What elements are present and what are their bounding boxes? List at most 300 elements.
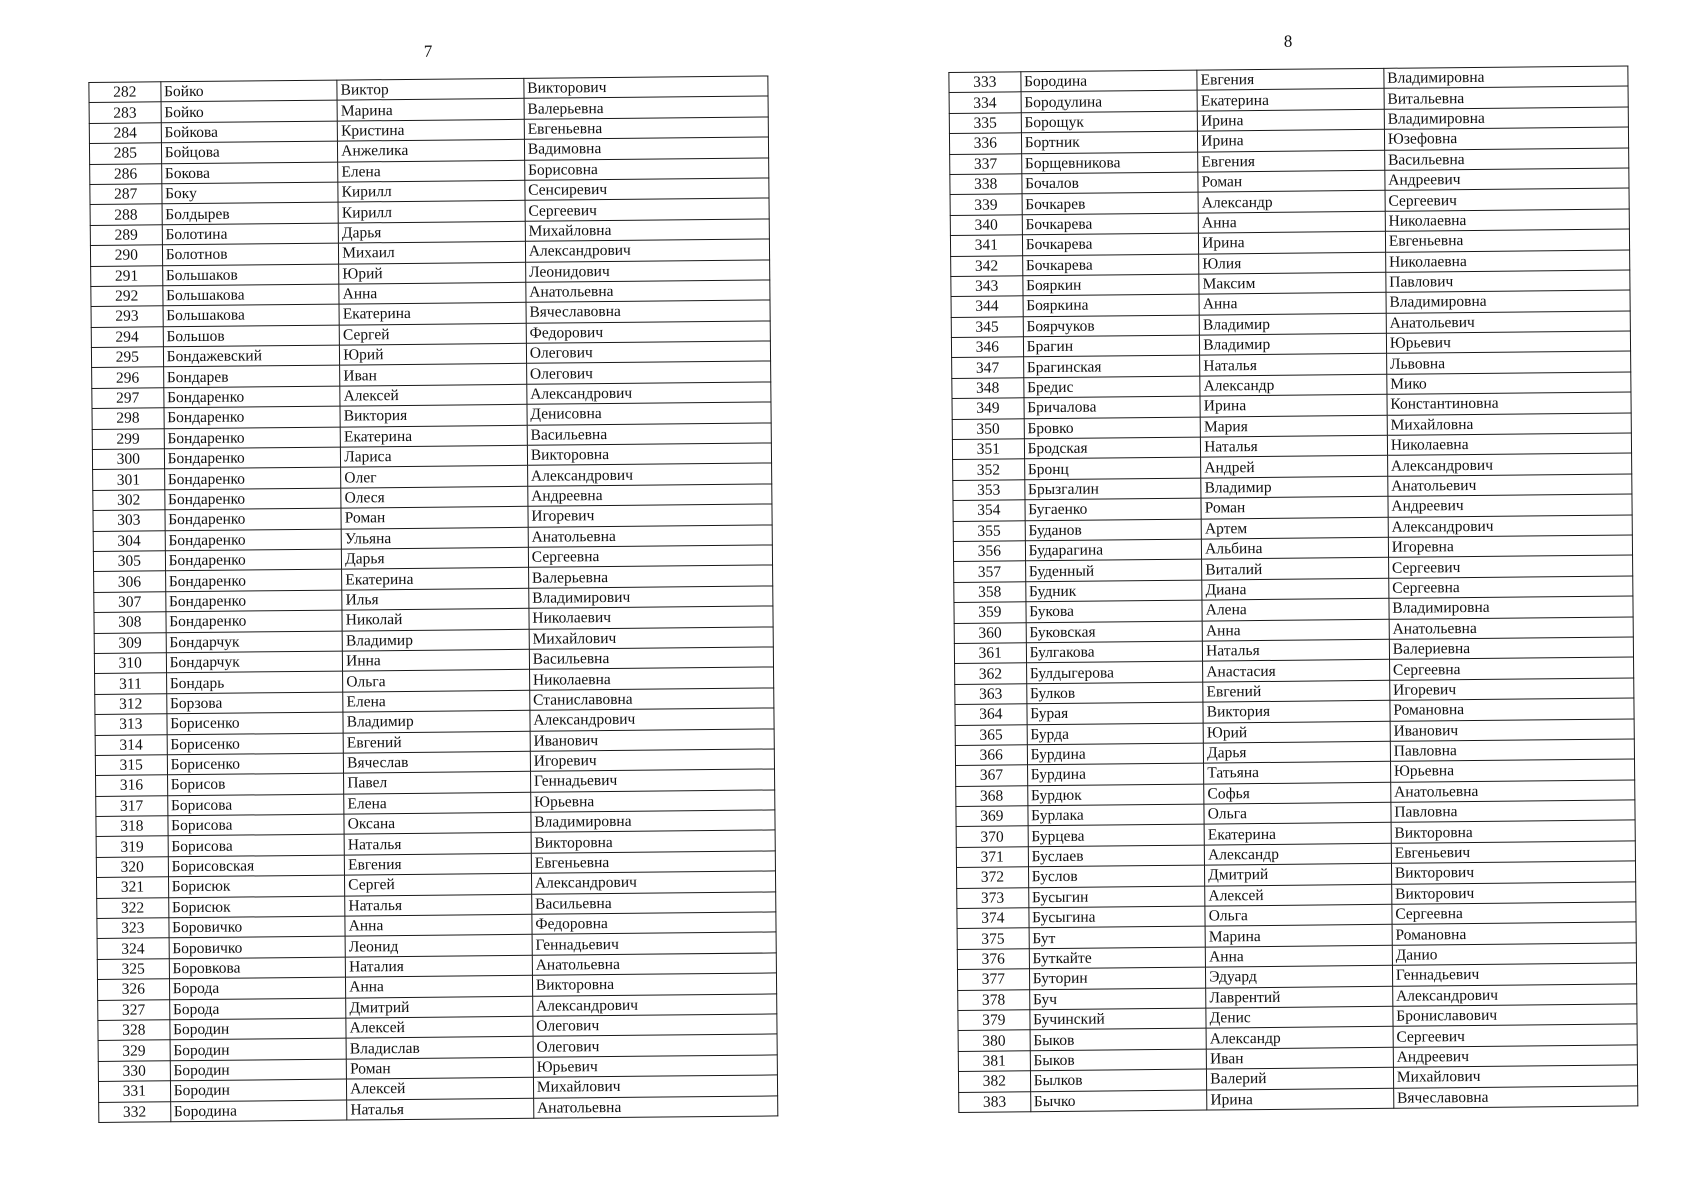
patronymic-cell: Сергеевна — [528, 545, 772, 568]
patronymic-cell: Игоревич — [530, 749, 774, 772]
first-name-cell: Виктор — [337, 78, 524, 100]
row-number: 339 — [950, 194, 1022, 215]
row-number: 310 — [94, 653, 166, 674]
patronymic-cell: Александрович — [1387, 453, 1631, 476]
patronymic-cell: Иванович — [1390, 718, 1634, 741]
row-number: 307 — [94, 592, 166, 613]
row-number: 323 — [97, 918, 169, 939]
first-name-cell: Иван — [340, 364, 527, 386]
patronymic-cell: Константиновна — [1387, 392, 1631, 415]
table-body — [89, 76, 778, 1122]
first-name-cell: Екатерина — [340, 425, 527, 447]
surname-cell: Бондаренко — [165, 508, 342, 530]
surname-cell: Бударагина — [1025, 539, 1202, 561]
surname-cell: Бородин — [170, 1038, 347, 1060]
surname-cell: Бондаренко — [164, 427, 341, 449]
surname-cell: Болотнов — [162, 243, 339, 265]
patronymic-cell: Юрьевич — [533, 1055, 777, 1078]
surname-cell: Бородин — [170, 1059, 347, 1081]
first-name-cell: Инна — [343, 649, 530, 671]
first-name-cell: Александр — [1198, 191, 1385, 213]
row-number: 346 — [951, 337, 1023, 358]
first-name-cell: Виктория — [1203, 700, 1390, 722]
row-number: 344 — [951, 296, 1023, 317]
first-name-cell: Ирина — [1207, 1088, 1394, 1110]
surname-cell: Бондаренко — [165, 569, 342, 591]
row-number: 377 — [957, 969, 1029, 990]
patronymic-cell: Романовна — [1390, 698, 1634, 721]
first-name-cell: Юрий — [339, 262, 526, 284]
first-name-cell: Владислав — [346, 1037, 533, 1059]
patronymic-cell: Олегович — [526, 341, 770, 364]
patronymic-cell: Павловна — [1391, 800, 1635, 823]
row-number: 371 — [956, 847, 1028, 868]
surname-cell: Бойко — [160, 80, 337, 102]
first-name-cell: Вячеслав — [343, 751, 530, 773]
row-number: 349 — [952, 398, 1024, 419]
row-number: 370 — [956, 826, 1028, 847]
row-number: 360 — [954, 622, 1026, 643]
surname-cell: Боровичко — [169, 916, 346, 938]
first-name-cell: Ульяна — [341, 527, 528, 549]
patronymic-cell: Васильевна — [529, 647, 773, 670]
row-number: 320 — [96, 857, 168, 878]
patronymic-cell: Евгеньевна — [531, 851, 775, 874]
row-number: 286 — [90, 163, 162, 184]
surname-cell: Борисова — [168, 814, 345, 836]
patronymic-cell: Николаевна — [529, 667, 773, 690]
patronymic-cell: Михайлович — [533, 1075, 777, 1098]
row-number: 324 — [97, 938, 169, 959]
surname-cell: Болдырев — [162, 202, 339, 224]
first-name-cell: Татьяна — [1204, 762, 1391, 784]
patronymic-cell: Вячеславовна — [1393, 1085, 1637, 1108]
patronymic-cell: Александрович — [531, 871, 775, 894]
surname-cell: Бойкова — [161, 121, 338, 143]
surname-cell: Бондаренко — [163, 386, 340, 408]
patronymic-cell: Валерьевна — [528, 565, 772, 588]
row-number: 292 — [91, 286, 163, 307]
row-number: 312 — [95, 693, 167, 714]
row-number: 333 — [949, 72, 1021, 93]
first-name-cell: Ирина — [1199, 231, 1386, 253]
first-name-cell: Павел — [344, 772, 531, 794]
patronymic-cell: Игоревич — [1390, 678, 1634, 701]
first-name-cell: Дарья — [1203, 741, 1390, 763]
first-name-cell: Валерий — [1207, 1067, 1394, 1089]
patronymic-cell: Николаевна — [1387, 433, 1631, 456]
patronymic-cell: Сергеевич — [525, 198, 769, 221]
surname-cell: Борисов — [167, 773, 344, 795]
row-number: 297 — [92, 388, 164, 409]
surname-cell: Бричалова — [1024, 396, 1201, 418]
patronymic-cell: Анатольевна — [526, 280, 770, 303]
surname-cell: Бурдюк — [1027, 784, 1204, 806]
row-number: 331 — [98, 1081, 170, 1102]
patronymic-cell: Олегович — [533, 1014, 777, 1037]
row-number: 354 — [953, 500, 1025, 521]
first-name-cell: Наталья — [1203, 639, 1390, 661]
row-number: 355 — [953, 520, 1025, 541]
surname-cell: Буслаев — [1028, 845, 1205, 867]
first-name-cell: Дмитрий — [1205, 864, 1392, 886]
patronymic-cell: Романовна — [1392, 922, 1636, 945]
row-number: 334 — [949, 92, 1021, 113]
row-number: 299 — [92, 428, 164, 449]
patronymic-cell: Федорович — [526, 321, 770, 344]
row-number: 342 — [951, 255, 1023, 276]
surname-cell: Бондаренко — [165, 549, 342, 571]
surname-cell: Бородина — [170, 1100, 347, 1122]
row-number: 285 — [89, 143, 161, 164]
surname-cell: Бурдина — [1027, 743, 1204, 765]
row-number: 287 — [90, 184, 162, 205]
patronymic-cell: Сергеевич — [1385, 188, 1629, 211]
row-number: 293 — [91, 306, 163, 327]
first-name-cell: Оксана — [344, 812, 531, 834]
patronymic-cell: Николаевна — [1385, 209, 1629, 232]
row-number: 356 — [953, 541, 1025, 562]
row-number: 363 — [955, 683, 1027, 704]
row-number: 368 — [956, 785, 1028, 806]
surname-cell: Бондаренко — [164, 406, 341, 428]
row-number: 305 — [93, 551, 165, 572]
patronymic-cell: Сергеевна — [1392, 902, 1636, 925]
patronymic-cell: Сергеевич — [1388, 555, 1632, 578]
row-number: 300 — [92, 449, 164, 470]
first-name-cell: Александр — [1200, 374, 1387, 396]
row-number: 350 — [952, 418, 1024, 439]
patronymic-cell: Вячеславовна — [526, 300, 770, 323]
row-number: 283 — [89, 102, 161, 123]
patronymic-cell: Брониславович — [1393, 1004, 1637, 1027]
surname-cell: Бородин — [169, 1018, 346, 1040]
row-number: 358 — [954, 582, 1026, 603]
first-name-cell: Анастасия — [1203, 660, 1390, 682]
patronymic-cell: Владимировна — [1384, 66, 1628, 89]
patronymic-cell: Андреевна — [528, 484, 772, 507]
row-number: 290 — [90, 245, 162, 266]
row-number: 329 — [98, 1040, 170, 1061]
row-number: 282 — [89, 82, 161, 103]
patronymic-cell: Васильевна — [531, 892, 775, 915]
row-number: 311 — [95, 673, 167, 694]
row-number: 361 — [954, 643, 1026, 664]
first-name-cell: Юрий — [1203, 721, 1390, 743]
surname-cell: Бронц — [1024, 458, 1201, 480]
first-name-cell: Анна — [345, 914, 532, 936]
page-right — [948, 27, 1638, 1112]
surname-cell: Борисюк — [168, 875, 345, 897]
row-number: 317 — [96, 795, 168, 816]
first-name-cell: Анжелика — [338, 139, 525, 161]
row-number: 335 — [949, 113, 1021, 134]
surname-cell: Бучинский — [1029, 1008, 1206, 1030]
patronymic-cell: Викторович — [1391, 861, 1635, 884]
row-number: 372 — [957, 867, 1029, 888]
patronymic-cell: Анатольевна — [1389, 616, 1633, 639]
first-name-cell: Алексей — [347, 1077, 534, 1099]
first-name-cell: Артем — [1201, 517, 1388, 539]
first-name-cell: Александр — [1204, 843, 1391, 865]
surname-cell: Бондарев — [163, 366, 340, 388]
row-number: 315 — [95, 755, 167, 776]
surname-cell: Бочкарева — [1022, 233, 1199, 255]
row-number: 373 — [957, 887, 1029, 908]
patronymic-cell: Денисовна — [527, 402, 771, 425]
patronymic-cell: Владимировна — [1389, 596, 1633, 619]
row-number: 380 — [958, 1030, 1030, 1051]
first-name-cell: Дарья — [342, 547, 529, 569]
surname-cell: Буданов — [1025, 519, 1202, 541]
row-number: 341 — [950, 235, 1022, 256]
surname-cell: Бондаренко — [164, 488, 341, 510]
first-name-cell: Владимир — [1200, 333, 1387, 355]
first-name-cell: Наталья — [344, 833, 531, 855]
row-number: 374 — [957, 908, 1029, 929]
first-name-cell: Наталья — [345, 894, 532, 916]
first-name-cell: Алена — [1202, 598, 1389, 620]
row-number: 327 — [98, 999, 170, 1020]
patronymic-cell: Анатольевна — [533, 1095, 777, 1118]
surname-cell: Брагинская — [1023, 356, 1200, 378]
row-number: 375 — [957, 928, 1029, 949]
patronymic-cell: Евгеньевна — [524, 117, 768, 140]
first-name-cell: Диана — [1202, 578, 1389, 600]
row-number: 319 — [96, 836, 168, 857]
row-number: 369 — [956, 806, 1028, 827]
patronymic-cell: Васильевна — [527, 423, 771, 446]
row-number: 340 — [950, 215, 1022, 236]
patronymic-cell: Анатольевна — [532, 953, 776, 976]
row-number: 322 — [97, 897, 169, 918]
surname-cell: Буторин — [1029, 967, 1206, 989]
row-number: 284 — [89, 123, 161, 144]
surname-cell: Бычко — [1030, 1090, 1207, 1112]
surname-cell: Бондарь — [166, 671, 343, 693]
surname-cell: Бойцова — [161, 141, 338, 163]
row-number: 295 — [91, 347, 163, 368]
patronymic-cell: Викторовна — [532, 973, 776, 996]
surname-cell: Булгакова — [1026, 641, 1203, 663]
first-name-cell: Юлия — [1199, 252, 1386, 274]
row-number: 365 — [955, 724, 1027, 745]
row-number: 338 — [950, 174, 1022, 195]
first-name-cell: Анна — [1205, 945, 1392, 967]
patronymic-cell: Юрьевна — [531, 790, 775, 813]
patronymic-cell: Станиславовна — [530, 688, 774, 711]
row-number: 306 — [94, 571, 166, 592]
patronymic-cell: Николаевна — [1385, 249, 1629, 272]
patronymic-cell: Николаевич — [529, 606, 773, 629]
patronymic-cell: Васильевна — [1384, 148, 1628, 171]
patronymic-cell: Борисовна — [524, 158, 768, 181]
row-number: 308 — [94, 612, 166, 633]
row-number: 351 — [952, 439, 1024, 460]
row-number: 296 — [92, 367, 164, 388]
surname-cell: Былков — [1030, 1069, 1207, 1091]
first-name-cell: Ирина — [1200, 395, 1387, 417]
surname-cell: Бочкарева — [1022, 254, 1199, 276]
surname-cell: Большов — [163, 325, 340, 347]
surname-cell: Бондаренко — [164, 468, 341, 490]
first-name-cell: Наталья — [1201, 435, 1388, 457]
first-name-cell: Владимир — [1199, 313, 1386, 335]
first-name-cell: Евгений — [1203, 680, 1390, 702]
row-number: 364 — [955, 704, 1027, 725]
first-name-cell: Владимир — [1201, 476, 1388, 498]
row-number: 316 — [96, 775, 168, 796]
row-number: 325 — [97, 959, 169, 980]
row-number: 343 — [951, 276, 1023, 297]
first-name-cell: Лаврентий — [1206, 986, 1393, 1008]
patronymic-cell: Анатольевна — [1391, 780, 1635, 803]
patronymic-cell: Иванович — [530, 728, 774, 751]
patronymic-cell: Владимировна — [1384, 107, 1628, 130]
row-number: 362 — [955, 663, 1027, 684]
row-number: 347 — [952, 357, 1024, 378]
surname-cell: Боровичко — [169, 936, 346, 958]
surname-cell: Борода — [169, 998, 346, 1020]
first-name-cell: Евгения — [1197, 68, 1384, 90]
surname-cell: Бурая — [1027, 702, 1204, 724]
patronymic-cell: Андреевич — [1393, 1045, 1637, 1068]
first-name-cell: Андрей — [1201, 456, 1388, 478]
surname-cell: Буткайте — [1029, 947, 1206, 969]
first-name-cell: Максим — [1199, 272, 1386, 294]
patronymic-cell: Евгеньевна — [1385, 229, 1629, 252]
first-name-cell: Александр — [1206, 1027, 1393, 1049]
first-name-cell: Евгения — [1198, 150, 1385, 172]
first-name-cell: Альбина — [1202, 537, 1389, 559]
surname-cell: Борисова — [167, 794, 344, 816]
surname-cell: Бусыгина — [1029, 906, 1206, 928]
patronymic-cell: Сергеевна — [1389, 576, 1633, 599]
patronymic-cell: Викторович — [524, 76, 768, 99]
first-name-cell: Ольга — [1205, 904, 1392, 926]
first-name-cell: Мария — [1200, 415, 1387, 437]
first-name-cell: Екатерина — [342, 568, 529, 590]
row-number: 336 — [949, 133, 1021, 154]
first-name-cell: Ирина — [1198, 129, 1385, 151]
first-name-cell: Анна — [1202, 619, 1389, 641]
patronymic-cell: Сергеевна — [1389, 657, 1633, 680]
row-number: 288 — [90, 204, 162, 225]
patronymic-cell: Александрович — [530, 708, 774, 731]
surname-cell: Бугаенко — [1025, 498, 1202, 520]
patronymic-cell: Александрович — [525, 239, 769, 262]
surname-cell: Брызгалин — [1024, 478, 1201, 500]
first-name-cell: Кирилл — [338, 201, 525, 223]
row-number: 367 — [956, 765, 1028, 786]
row-number: 383 — [959, 1091, 1031, 1112]
page-number: 7 — [423, 41, 433, 61]
row-number: 359 — [954, 602, 1026, 623]
row-number: 332 — [99, 1101, 171, 1122]
surname-cell: Буденный — [1025, 559, 1202, 581]
surname-cell: Бочкарева — [1022, 213, 1199, 235]
patronymic-cell: Александрович — [527, 382, 771, 405]
row-number: 313 — [95, 714, 167, 735]
surname-cell: Борощук — [1021, 111, 1198, 133]
surname-cell: Борисенко — [167, 733, 344, 755]
patronymic-cell: Олегович — [526, 361, 770, 384]
first-name-cell: Юрий — [340, 343, 527, 365]
first-name-cell: Роман — [346, 1057, 533, 1079]
surname-cell: Бочалов — [1021, 172, 1198, 194]
row-number: 366 — [955, 745, 1027, 766]
name-table — [88, 75, 778, 1122]
first-name-cell: Анна — [346, 975, 533, 997]
first-name-cell: Евгения — [344, 853, 531, 875]
first-name-cell: Наталья — [1200, 354, 1387, 376]
first-name-cell: Ольга — [343, 670, 530, 692]
row-number: 289 — [90, 225, 162, 246]
patronymic-cell: Владимирович — [529, 586, 773, 609]
patronymic-cell: Юзефовна — [1384, 127, 1628, 150]
first-name-cell: Марина — [1205, 925, 1392, 947]
first-name-cell: Ольга — [1204, 802, 1391, 824]
surname-cell: Бондарчук — [166, 631, 343, 653]
row-number: 330 — [98, 1061, 170, 1082]
surname-cell: Бродская — [1024, 437, 1201, 459]
patronymic-cell: Олегович — [533, 1034, 777, 1057]
surname-cell: Бондаренко — [165, 590, 342, 612]
row-number: 379 — [958, 1010, 1030, 1031]
surname-cell: Борисенко — [167, 712, 344, 734]
first-name-cell: Олеся — [341, 486, 528, 508]
patronymic-cell: Геннадьевич — [532, 932, 776, 955]
surname-cell: Бондарчук — [166, 651, 343, 673]
surname-cell: Букова — [1026, 600, 1203, 622]
first-name-cell: Роман — [341, 507, 528, 529]
first-name-cell: Анна — [339, 282, 526, 304]
row-number: 302 — [93, 490, 165, 511]
patronymic-cell: Вадимовна — [524, 137, 768, 160]
patronymic-cell: Андреевич — [1385, 168, 1629, 191]
patronymic-cell: Сергеевич — [1393, 1024, 1637, 1047]
surname-cell: Брагин — [1023, 335, 1200, 357]
surname-cell: Бояркин — [1022, 274, 1199, 296]
patronymic-cell: Мико — [1387, 372, 1631, 395]
surname-cell: Боярчуков — [1023, 315, 1200, 337]
surname-cell: Бочкарев — [1022, 192, 1199, 214]
first-name-cell: Алексей — [340, 384, 527, 406]
patronymic-cell: Федоровна — [532, 912, 776, 935]
surname-cell: Буковская — [1026, 621, 1203, 643]
surname-cell: Бровко — [1024, 417, 1201, 439]
patronymic-cell: Витальевна — [1384, 86, 1628, 109]
row-number: 326 — [97, 979, 169, 1000]
patronymic-cell: Владимировна — [531, 810, 775, 833]
row-number: 357 — [954, 561, 1026, 582]
first-name-cell: Эдуард — [1206, 965, 1393, 987]
patronymic-cell: Викторовна — [527, 443, 771, 466]
surname-cell: Бородин — [170, 1079, 347, 1101]
surname-cell: Бондаренко — [164, 447, 341, 469]
first-name-cell: Елена — [343, 690, 530, 712]
first-name-cell: Марина — [337, 99, 524, 121]
first-name-cell: Елена — [338, 160, 525, 182]
patronymic-cell: Львовна — [1386, 351, 1630, 374]
surname-cell: Бут — [1029, 926, 1206, 948]
first-name-cell: Денис — [1206, 1006, 1393, 1028]
row-number: 309 — [94, 632, 166, 653]
row-number: 303 — [93, 510, 165, 531]
surname-cell: Борисюк — [168, 896, 345, 918]
first-name-cell: Софья — [1204, 782, 1391, 804]
surname-cell: Боку — [161, 182, 338, 204]
